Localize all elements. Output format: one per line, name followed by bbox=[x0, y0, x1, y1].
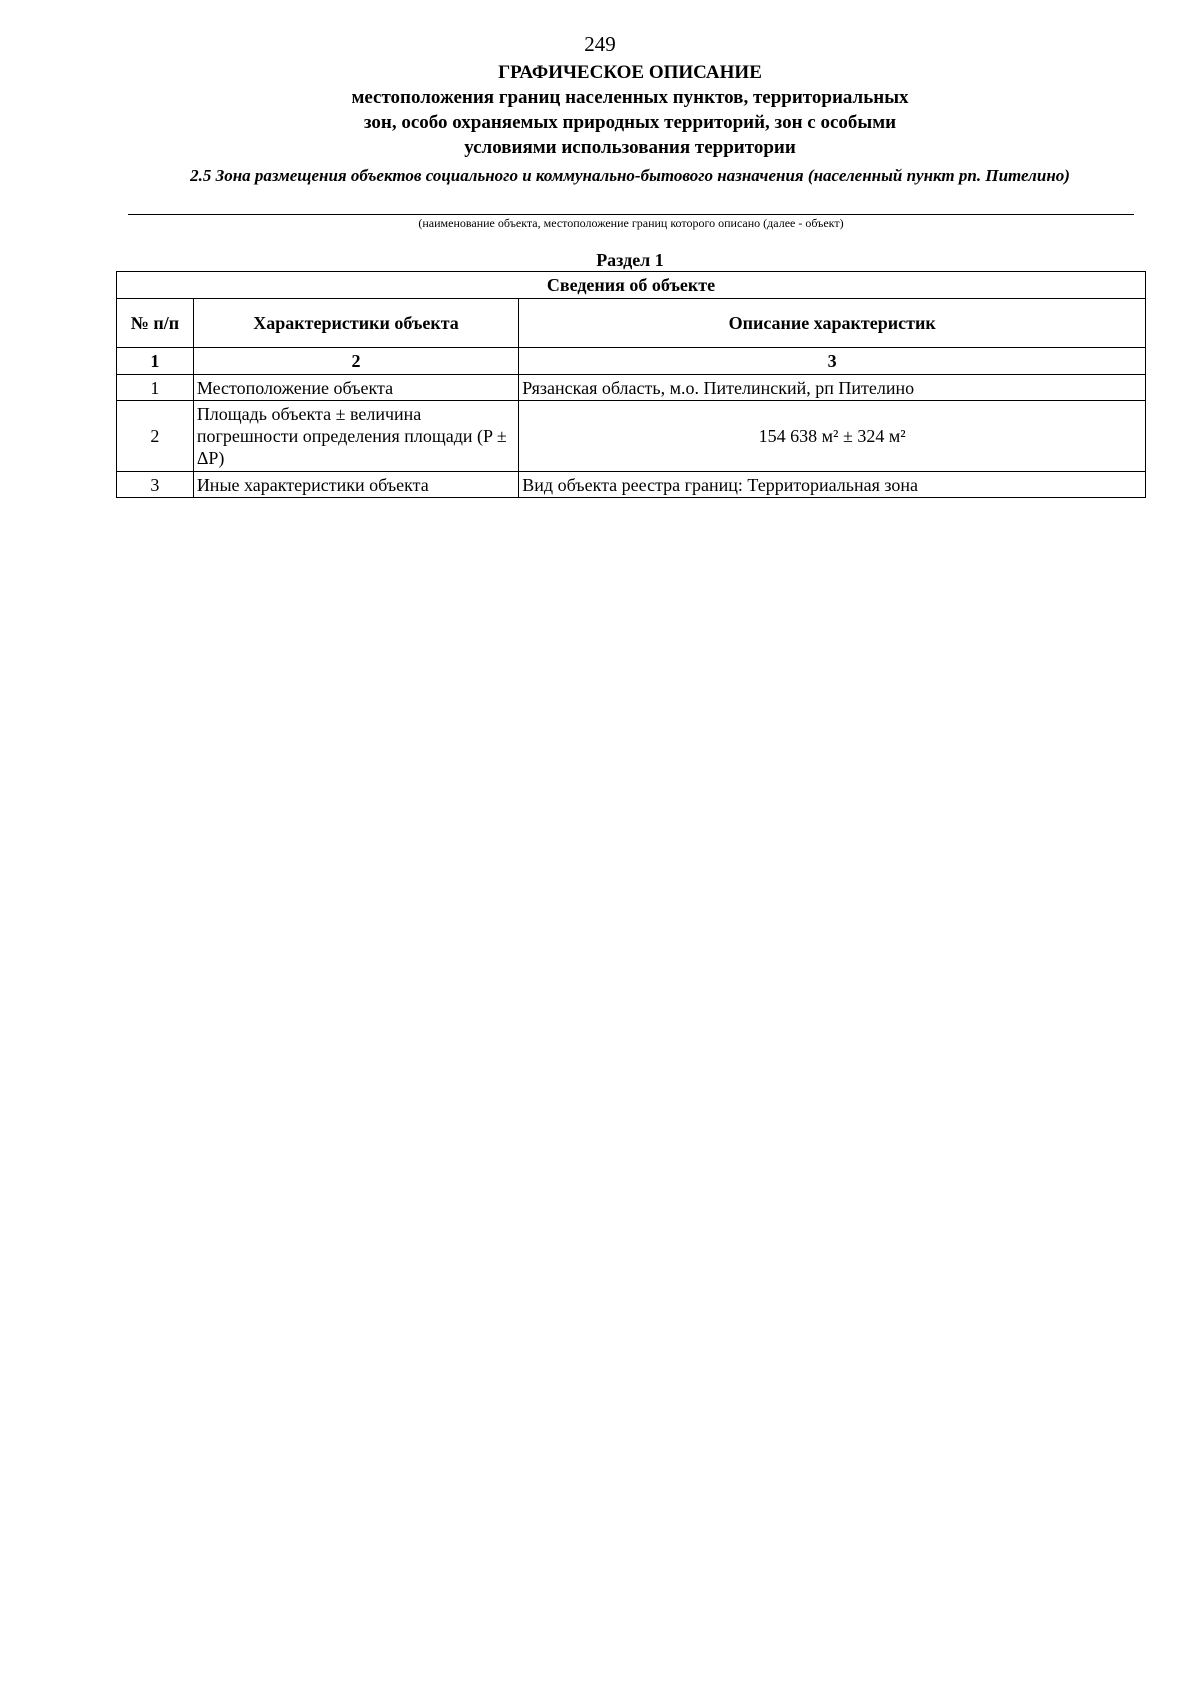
table-header-row bbox=[117, 299, 1146, 348]
row-description: Рязанская область, м.о. Пителинский, рп Пителино bbox=[519, 375, 1146, 401]
table-row bbox=[117, 472, 1146, 498]
column-index: 3 bbox=[519, 348, 1146, 375]
page-number: 249 bbox=[584, 32, 616, 56]
row-description: Вид объекта реестра границ: Территориальная зона bbox=[519, 472, 1146, 498]
section-heading: Раздел 1 bbox=[596, 250, 664, 270]
row-description: 154 638 м² ± 324 м² bbox=[519, 401, 1146, 472]
row-characteristic: Площадь объекта ± величина погрешности определения площади (P ± ΔP) bbox=[193, 401, 518, 472]
column-header-num: № п/п bbox=[117, 299, 194, 348]
object-name: 2.5 Зона размещения объектов социального и коммунально-бытового назначения (населенный пункт рп. Пителино) bbox=[190, 166, 1070, 185]
row-characteristic: Иные характеристики объекта bbox=[193, 472, 518, 498]
table-caption-row bbox=[117, 272, 1146, 299]
table-row bbox=[117, 401, 1146, 472]
table-row bbox=[117, 375, 1146, 401]
document-subtitle-line-3: условиями использования территории bbox=[464, 137, 796, 158]
column-index: 2 bbox=[193, 348, 518, 375]
object-name-underline bbox=[128, 214, 1134, 215]
document-title-block bbox=[0, 60, 1200, 160]
document-subtitle-line-1: местоположения границ населенных пунктов, территориальных bbox=[351, 87, 909, 108]
row-number: 1 bbox=[117, 375, 194, 401]
object-caption: (наименование объекта, местоположение границ которого описано (далее - объект) bbox=[418, 216, 844, 230]
row-number: 3 bbox=[117, 472, 194, 498]
column-header-characteristic: Характеристики объекта bbox=[193, 299, 518, 348]
document-subtitle-line-2: зон, особо охраняемых природных территорий, зон с особыми bbox=[363, 112, 897, 133]
column-index: 1 bbox=[117, 348, 194, 375]
row-characteristic: Местоположение объекта bbox=[193, 375, 518, 401]
row-number: 2 bbox=[117, 401, 194, 472]
document-title: ГРАФИЧЕСКОЕ ОПИСАНИЕ bbox=[498, 62, 762, 83]
table-column-index-row bbox=[117, 348, 1146, 375]
object-info-table bbox=[116, 271, 1146, 498]
column-header-description: Описание характеристик bbox=[519, 299, 1146, 348]
table-caption: Сведения об объекте bbox=[117, 272, 1146, 299]
